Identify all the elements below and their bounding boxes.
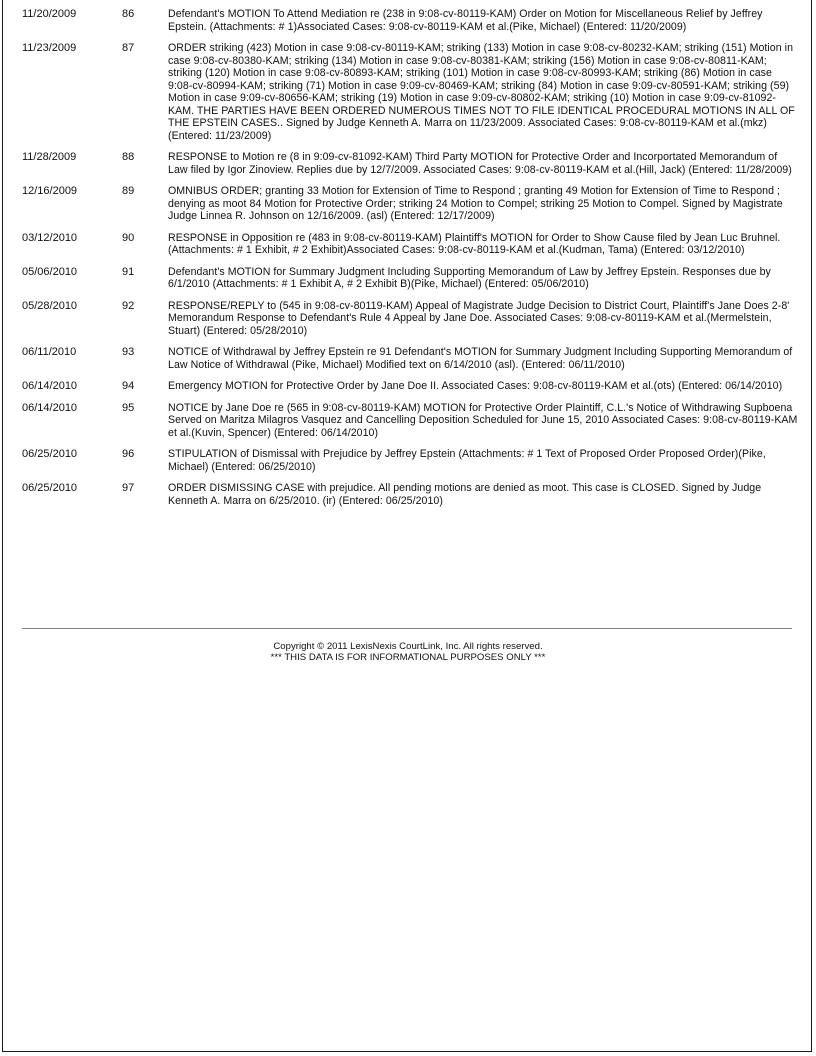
informational-disclaimer: *** THIS DATA IS FOR INFORMATIONAL PURPOSES ONLY *** [270, 652, 546, 663]
docket-entry [22, 402, 798, 440]
docket-entry [22, 266, 798, 291]
entry-number: 89 [122, 185, 135, 197]
entry-number: 92 [122, 299, 135, 312]
entry-number: 93 [122, 346, 135, 358]
docket-entry [22, 232, 798, 257]
entry-text: Emergency MOTION for Protective Order by Jane Doe II. Associated Cases: 9:08-cv-80119-KAM et al.(ots) (Entered: 06/14/2010) [168, 380, 783, 392]
docket-entry [22, 448, 798, 473]
page-footer [0, 641, 816, 663]
entry-date: 11/23/2009 [22, 42, 77, 54]
docket-entry [22, 185, 798, 223]
entry-date: 06/25/2010 [22, 448, 78, 460]
entry-date: 06/14/2010 [22, 401, 78, 414]
entry-text: RESPONSE/REPLY to (545 in 9:08-cv-80119-KAM) Appeal of Magistrate Judge Decision to District Court, Plaintiff's Jane Does 2-8' Memorandum Response to Defendant's Rule 4 Appeal by Jane Doe. Associated Cases: 9:08-cv-80119-KAM et al.(Mermelstein, Stuart) (Entered: 05/28/2010) [168, 299, 790, 337]
entry-text: OMNIBUS ORDER; granting 33 Motion for Extension of Time to Respond ; granting 49 Motion for Extension of Time to Respond ; denying as moot 84 Motion for Protective Order; striking 24 Motion to Compel; striking 25 Motion to Compel. Signed by Magistrate Judge Linnea R. Johnson on 12/16/2009. (asl) (Entered: 12/17/2009) [168, 185, 783, 222]
entry-date: 03/12/2010 [22, 231, 78, 244]
entry-number: 88 [122, 151, 135, 163]
docket-entry [22, 8, 798, 33]
docket-entry [22, 151, 798, 176]
footer-divider [22, 628, 792, 629]
entry-date: 11/28/2009 [22, 151, 77, 163]
docket-entry [22, 300, 798, 338]
entry-number: 94 [122, 380, 135, 392]
entry-text: Defendant's MOTION for Summary Judgment Including Supporting Memorandum of Law by Jeffrey Epstein. Responses due by 6/1/2010 (Attachments: # 1 Exhibit A, # 2 Exhibit B)(Pike, Michael) (Entered: 05/06/2010) [168, 265, 771, 290]
entry-date: 11/20/2009 [22, 8, 77, 20]
docket-entry [22, 42, 798, 142]
entry-date: 06/11/2010 [22, 346, 77, 358]
entry-text: STIPULATION of Dismissal with Prejudice by Jeffrey Epstein (Attachments: # 1 Text of Proposed Order Proposed Order)(Pike, Michael) (Entered: 06/25/2010) [168, 448, 766, 473]
entry-text: Defendant's MOTION To Attend Mediation re (238 in 9:08-cv-80119-KAM) Order on Motion for Miscellaneous Relief by Jeffrey Epstein. (Attachments: # 1)Associated Cases: 9:08-cv-80119-KAM et al.(Pike, Michael) (Entered: 11/20/2009) [168, 8, 763, 33]
entry-date: 05/06/2010 [22, 265, 78, 278]
entry-number: 96 [122, 448, 135, 460]
entry-date: 05/28/2010 [22, 299, 78, 312]
docket-entry [22, 482, 798, 507]
entry-date: 06/14/2010 [22, 380, 78, 392]
copyright-notice: Copyright © 2011 LexisNexis CourtLink, Inc. All rights reserved. [273, 641, 543, 652]
entry-number: 97 [122, 482, 135, 494]
entry-number: 86 [122, 8, 135, 20]
docket-entry [22, 380, 798, 393]
entry-number: 91 [122, 265, 135, 278]
entry-date: 12/16/2009 [22, 185, 78, 197]
entry-text: ORDER striking (423) Motion in case 9:08-cv-80119-KAM; striking (133) Motion in case 9:08-cv-80232-KAM; striking (151) Motion in case 9:08-cv-80380-KAM; striking (134) Motion in case 9:08-cv-80381-KAM; striking (156) Motion in case 9:08-cv-80811-KAM; striking (120) Motion in case 9:08-cv-80893-KAM; striking (101) Motion in case 9:08-cv-80993-KAM; striking (86) Motion in case 9:08-cv-80994-KAM; striking (71) Motion in case 9:09-cv-80469-KAM; striking (84) Motion in case 9:09-cv-80591-KAM; striking (59) Motion in case 9:09-cv-80656-KAM; striking (19) Motion in case 9:09-cv-80802-KAM; striking (10) Motion in case 9:09-cv-81092-KAM. THE PARTIES HAVE BEEN ORDERED NUMEROUS TIMES NOT TO FILE IDENTICAL PROCEDURAL MOTIONS IN ALL OF THE EPSTEIN CASES.. Signed by Judge Kenneth A. Marra on 11/23/2009. Associated Cases: 9:08-cv-80119-KAM et al.(mkz) (Entered: 11/23/2009) [168, 42, 795, 142]
entry-number: 95 [122, 401, 135, 414]
entry-text: RESPONSE in Opposition re (483 in 9:08-cv-80119-KAM) Plaintiff's MOTION for Order to Show Cause filed by Jean Luc Bruhnel. (Attachments: # 1 Exhibit, # 2 Exhibit)Associated Cases: 9:08-cv-80119-KAM et al.(Kudman, Tama) (Entered: 03/12/2010) [168, 231, 781, 256]
entry-number: 90 [122, 231, 135, 244]
entry-date: 06/25/2010 [22, 482, 78, 494]
docket-entry [22, 346, 798, 371]
entry-text: NOTICE of Withdrawal by Jeffrey Epstein re 91 Defendant's MOTION for Summary Judgment Including Supporting Memorandum of Law Notice of Withdrawal (Pike, Michael) Modified text on 6/14/2010 (asl). (Entered: 06/11/2010) [168, 346, 793, 371]
entry-text: NOTICE by Jane Doe re (565 in 9:08-cv-80119-KAM) MOTION for Protective Order Plaintiff, C.L.'s Notice of Withdrawing Supboena Served on Maritza Milagros Vasquez and Cancelling Deposition Scheduled for June 15, 2010 Associated Cases: 9:08-cv-80119-KAM et al.(Kuvin, Spencer) (Entered: 06/14/2010) [168, 401, 798, 439]
entry-text: RESPONSE to Motion re (8 in 9:09-cv-81092-KAM) Third Party MOTION for Protective Order and Incorportated Memorandum of Law filed by Igor Zinoview. Replies due by 12/7/2009. Associated Cases: 9:08-cv-80119-KAM et al.(Hill, Jack) (Entered: 11/28/2009) [168, 151, 792, 176]
entry-text: ORDER DISMISSING CASE with prejudice. All pending motions are denied as moot. This case is CLOSED. Signed by Judge Kenneth A. Marra on 6/25/2010. (ir) (Entered: 06/25/2010) [168, 482, 762, 507]
docket-entries [22, 8, 798, 516]
entry-number: 87 [122, 42, 135, 54]
